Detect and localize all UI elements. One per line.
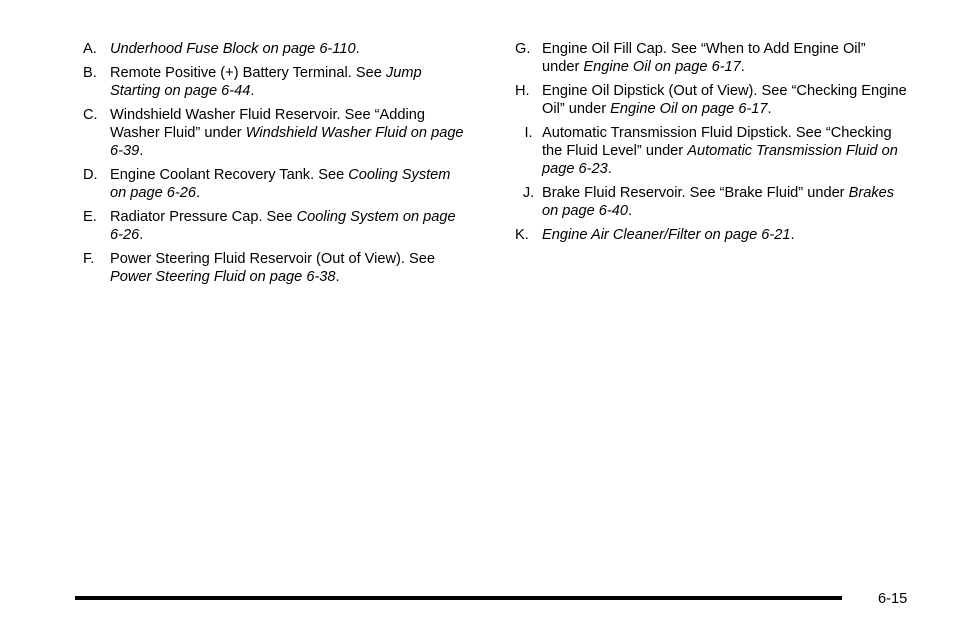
list-item-e — [83, 208, 468, 244]
item-letter: B. — [83, 65, 97, 81]
item-end: . — [628, 203, 633, 219]
item-end: . — [250, 83, 255, 99]
page-reference-link[interactable]: Engine Oil on page 6-17 — [610, 101, 768, 117]
page-reference-link[interactable]: Engine Air Cleaner/Filter on page 6-21 — [542, 227, 791, 243]
item-plain-text: Power Steering Fluid Reservoir (Out of View). See — [110, 251, 435, 267]
list-item-f — [83, 250, 468, 286]
item-letter: I. — [524, 125, 533, 141]
item-letter: G. — [515, 41, 531, 57]
page-reference-link[interactable]: Jump Starting on page 6-44 — [110, 65, 422, 99]
item-text — [542, 40, 907, 76]
item-letter: E. — [83, 209, 97, 225]
item-end: . — [196, 185, 201, 201]
list-item-b — [83, 64, 468, 100]
item-end: . — [740, 59, 745, 75]
list-item-i — [515, 124, 907, 178]
item-text — [542, 226, 907, 244]
item-text — [110, 166, 468, 202]
item-text — [110, 40, 468, 58]
list-item-h — [515, 82, 907, 118]
item-end: . — [767, 101, 772, 117]
item-text — [110, 106, 468, 160]
item-letter: H. — [515, 83, 530, 99]
page-reference-link[interactable]: Power Steering Fluid on page 6-38 — [110, 269, 336, 285]
item-letter: F. — [83, 251, 95, 267]
item-plain-text: Automatic Transmission Fluid Dipstick. See “Checking the Fluid Level” under — [542, 125, 892, 159]
list-item-g — [515, 40, 907, 76]
item-letter: C. — [83, 107, 98, 123]
list-item-c — [83, 106, 468, 160]
list-item-d — [83, 166, 468, 202]
item-letter: D. — [83, 167, 98, 183]
item-plain-text: Engine Oil Dipstick (Out of View). See “Checking Engine Oil” under — [542, 83, 907, 117]
item-end: . — [139, 227, 144, 243]
page-reference-link[interactable]: Cooling System on page 6-26 — [110, 209, 456, 243]
item-plain-text: Radiator Pressure Cap. See — [110, 209, 297, 225]
item-letter: K. — [515, 227, 529, 243]
item-end: . — [139, 143, 144, 159]
page-reference-link[interactable]: Automatic Transmission Fluid on page 6-23 — [542, 143, 898, 177]
page-reference-link[interactable]: Brakes on page 6-40 — [542, 185, 895, 219]
list-item-k — [515, 226, 907, 244]
left-column — [83, 40, 468, 292]
item-plain-text: Engine Coolant Recovery Tank. See — [110, 167, 349, 183]
right-column — [515, 40, 907, 250]
item-text — [542, 124, 907, 178]
item-plain-text: Brake Fluid Reservoir. See “Brake Fluid” under — [542, 185, 849, 201]
item-end: . — [355, 41, 360, 57]
item-end: . — [335, 269, 340, 285]
page-reference-link[interactable]: Engine Oil on page 6-17 — [583, 59, 741, 75]
list-item-j — [515, 184, 907, 220]
list-item-a — [83, 40, 468, 58]
item-end: . — [607, 161, 612, 177]
item-text — [110, 250, 468, 286]
item-plain-text: Engine Oil Fill Cap. See “When to Add Engine Oil” under — [542, 41, 866, 75]
item-letter: A. — [83, 41, 97, 57]
page-reference-link[interactable]: Cooling System on page 6-26 — [110, 167, 451, 201]
page-reference-link[interactable]: Underhood Fuse Block on page 6-110 — [110, 41, 356, 57]
item-letter: J. — [522, 185, 535, 201]
item-end: . — [790, 227, 795, 243]
item-text — [542, 184, 907, 220]
footer-rule — [75, 596, 842, 600]
item-text — [542, 82, 907, 118]
item-text — [110, 208, 468, 244]
item-plain-text: Windshield Washer Fluid Reservoir. See “Adding Washer Fluid” under — [110, 107, 425, 141]
page-number: 6-15 — [878, 591, 908, 607]
item-text — [110, 64, 468, 100]
page-reference-link[interactable]: Windshield Washer Fluid on page 6-39 — [110, 125, 464, 159]
item-plain-text: Remote Positive (+) Battery Terminal. See — [110, 65, 386, 81]
